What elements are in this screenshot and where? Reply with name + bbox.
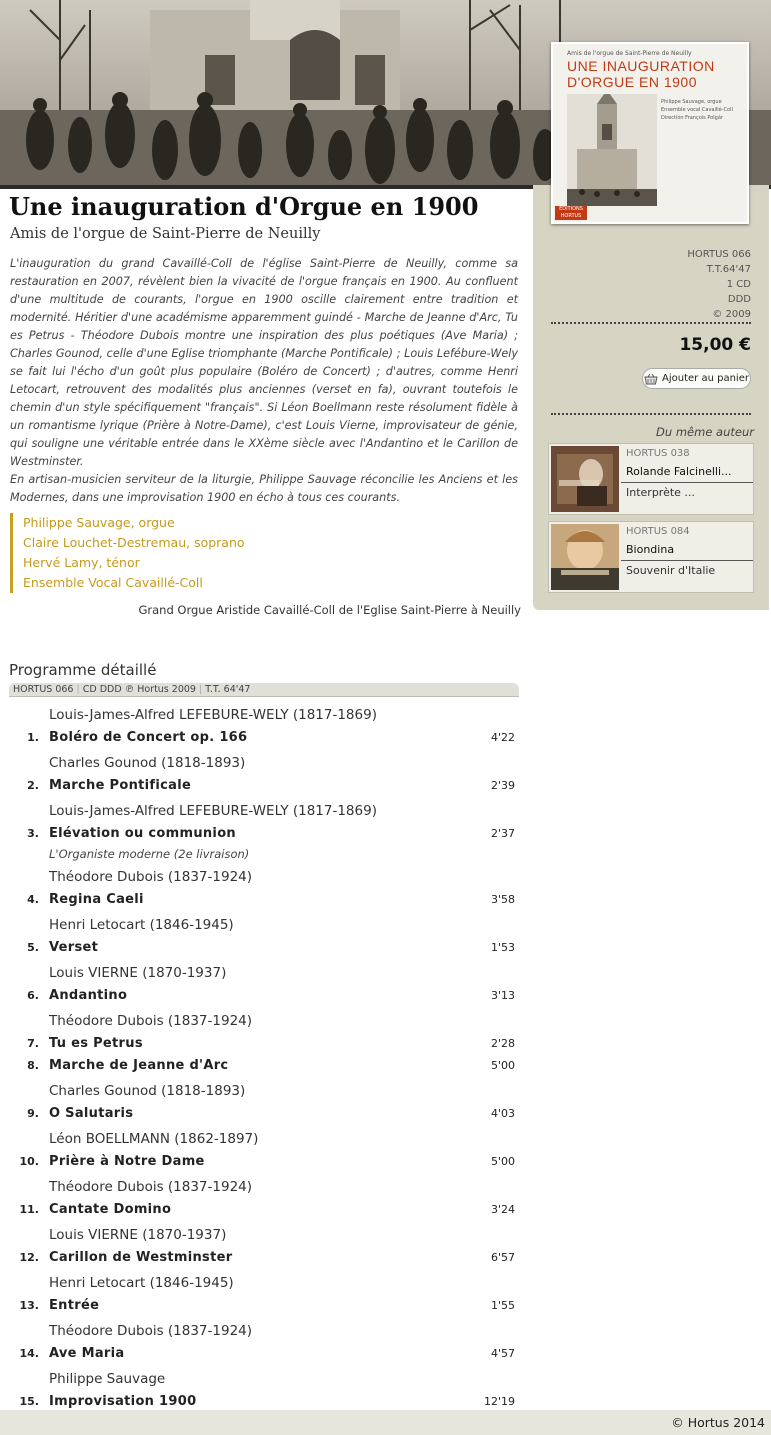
album-cover[interactable] <box>551 42 749 224</box>
description-paragraph: En artisan-musicien serviteur de la liturgie, Philippe Sauvage réconcilie les Anciens et les Modernes, dans une improvisation 1900 en écho à tous ces courants. <box>10 473 518 504</box>
track-list <box>9 705 519 1410</box>
cover-credit-line: Philippe Sauvage, orgue <box>661 99 722 105</box>
meta-format: 1 CD <box>726 279 751 290</box>
performer-item[interactable]: Hervé Lamy, ténor <box>23 555 140 570</box>
track-row[interactable] <box>9 937 519 959</box>
track-composer[interactable]: Philippe Sauvage <box>49 1371 166 1387</box>
track-row[interactable] <box>9 823 519 845</box>
related-album-divider <box>621 560 753 561</box>
track-item <box>9 801 519 867</box>
track-composer[interactable]: Charles Gounod (1818-1893) <box>49 755 246 771</box>
track-title[interactable]: Andantino <box>49 988 128 1003</box>
track-composer[interactable]: Louis-James-Alfred LEFEBURE-WELY (1817-1869) <box>49 707 377 723</box>
track-title[interactable]: Carillon de Westminster <box>49 1250 233 1265</box>
track-duration: 4'57 <box>490 1347 515 1360</box>
add-to-cart-label: Ajouter au panier <box>662 373 749 384</box>
track-title[interactable]: Ave Maria <box>49 1346 125 1361</box>
track-duration: 1'53 <box>490 941 515 954</box>
track-item <box>9 867 519 911</box>
cover-church-illustration <box>567 94 657 206</box>
track-duration: 2'37 <box>490 827 515 840</box>
track-row[interactable] <box>9 1151 519 1173</box>
track-composer[interactable]: Théodore Dubois (1837-1924) <box>49 1179 253 1195</box>
track-composer[interactable]: Louis VIERNE (1870-1937) <box>49 1227 227 1243</box>
track-row[interactable] <box>9 985 519 1007</box>
track-title[interactable]: Marche Pontificale <box>49 778 192 793</box>
track-duration: 1'55 <box>490 1299 515 1312</box>
performer-item[interactable]: Philippe Sauvage, orgue <box>23 515 175 530</box>
track-title[interactable]: Tu es Petrus <box>49 1036 143 1051</box>
track-row[interactable] <box>9 775 519 797</box>
track-row[interactable] <box>9 1033 519 1055</box>
track-composer[interactable]: Léon BOELLMANN (1862-1897) <box>49 1131 259 1147</box>
album-subtitle: Amis de l'orgue de Saint-Pierre de Neuilly <box>10 226 321 242</box>
meta-recording-type: DDD <box>727 294 751 305</box>
track-row[interactable] <box>9 1343 519 1365</box>
track-duration: 3'24 <box>490 1203 515 1216</box>
meta-catalog-number: HORTUS 066 <box>687 249 751 260</box>
track-composer[interactable]: Théodore Dubois (1837-1924) <box>49 869 253 885</box>
track-item <box>9 1129 519 1173</box>
related-album-thumbnail[interactable] <box>551 446 619 512</box>
track-number: 14. <box>19 1347 39 1360</box>
track-title[interactable]: Regina Caeli <box>49 892 144 907</box>
track-item <box>9 1081 519 1125</box>
description-paragraph: L'inauguration du grand Cavaillé-Coll de l'église Saint-Pierre de Neuilly, comme sa restauration en 2007, révèlent bien la vivacité de l'orgue français en 1900. Au confluent d'une multitude de courants, l'orgue en 1900 oscille clairement entre tradition et modernité. Héritier d'une académisme apparemment guindé - Marche de Jeanne d'Arc, Tu es Petrus - Théodore Dubois montre une inspiration des plus poétiques (Ave Maria) ; Charles Gounod, celle d'une Eglise triomphante (Marche Pontificale) ; Louis Lefébure-Wely se fait lui l'écho d'un goût plus populaire (Boléro de Concert) ; d'autres, comme Henri Letocart, retrouvent des modalités plus anciennes (verset en fa), ouvrant toutefois le chemin d'un style spécifiquement "français". Si Léon Boellmann reste résolument fidèle à un romantisme lyrique (Prière à Notre-Dame), c'est Louis Vierne, improvisateur de génie, qui souligne une véritable entrée dans le XXème siècle avec l'Andantino et le Carillon de Westminster. <box>10 257 518 468</box>
track-duration: 2'28 <box>490 1037 515 1050</box>
track-title[interactable]: Entrée <box>49 1298 100 1313</box>
performer-item[interactable]: Ensemble Vocal Cavaillé-Coll <box>23 575 203 590</box>
track-number: 12. <box>19 1251 39 1264</box>
track-duration: 12'19 <box>483 1395 515 1408</box>
track-composer[interactable]: Henri Letocart (1846-1945) <box>49 917 234 933</box>
track-duration: 4'22 <box>490 731 515 744</box>
track-item <box>9 1369 519 1410</box>
programme-format: CD DDD ℗ Hortus 2009 <box>82 684 196 695</box>
sidebar-divider <box>551 413 751 415</box>
cover-credit-line: Direction François Polgár <box>661 115 723 121</box>
album-meta <box>687 247 751 322</box>
related-album-title[interactable]: Biondina <box>626 543 675 556</box>
track-item <box>9 1273 519 1317</box>
track-row[interactable] <box>9 727 519 749</box>
footer-copyright: © Hortus 2014 <box>671 1415 765 1430</box>
track-row[interactable] <box>9 1103 519 1125</box>
track-title[interactable]: O Salutaris <box>49 1106 134 1121</box>
track-item <box>9 1011 519 1077</box>
related-album-card[interactable] <box>548 521 754 593</box>
track-item <box>9 915 519 959</box>
cover-credits <box>661 98 733 122</box>
track-composer[interactable]: Théodore Dubois (1837-1924) <box>49 1323 253 1339</box>
album-title: Une inauguration d'Orgue en 1900 <box>9 192 479 221</box>
track-number: 9. <box>27 1107 39 1120</box>
track-number: 3. <box>27 827 39 840</box>
track-duration: 6'57 <box>490 1251 515 1264</box>
cover-title <box>567 58 715 90</box>
track-number: 6. <box>27 989 39 1002</box>
cover-publisher-logo: ÉDITIONS HORTUS <box>555 206 587 220</box>
track-duration: 2'39 <box>490 779 515 792</box>
cover-top-line: Amis de l'orgue de Saint-Pierre de Neuilly <box>567 50 692 57</box>
performer-item[interactable]: Claire Louchet-Destremau, soprano <box>23 535 245 550</box>
track-composer[interactable]: Henri Letocart (1846-1945) <box>49 1275 234 1291</box>
track-title[interactable]: Cantate Domino <box>49 1202 172 1217</box>
track-number: 2. <box>27 779 39 792</box>
recording-venue: Grand Orgue Aristide Cavaillé-Coll de l'Eglise Saint-Pierre à Neuilly <box>138 603 521 617</box>
track-number: 10. <box>19 1155 39 1168</box>
related-album-role[interactable]: Interprète ... <box>626 486 695 499</box>
track-row[interactable] <box>9 1055 519 1077</box>
track-item <box>9 1177 519 1221</box>
track-item <box>9 753 519 797</box>
track-composer[interactable]: Louis VIERNE (1870-1937) <box>49 965 227 981</box>
programme-info-bar: HORTUS 066 | CD DDD ℗ Hortus 2009 | T.T. 64'47 <box>9 683 519 697</box>
related-album-divider <box>621 482 753 483</box>
track-item <box>9 963 519 1007</box>
track-composer[interactable]: Louis-James-Alfred LEFEBURE-WELY (1817-1869) <box>49 803 377 819</box>
performers-list <box>10 513 245 593</box>
track-number: 13. <box>19 1299 39 1312</box>
track-duration: 4'03 <box>490 1107 515 1120</box>
related-album-cover-illustration <box>551 446 619 512</box>
cover-title-line-2: D'ORGUE EN 1900 <box>567 74 697 90</box>
related-album-ref: HORTUS 084 <box>626 526 690 537</box>
price: 15,00 € <box>679 335 751 355</box>
related-album-thumbnail[interactable] <box>551 524 619 590</box>
track-number: 4. <box>27 893 39 906</box>
meta-total-time: T.T.64'47 <box>706 264 751 275</box>
track-row[interactable] <box>9 1199 519 1221</box>
track-number: 15. <box>19 1395 39 1408</box>
programme-heading: Programme détaillé <box>9 661 157 679</box>
track-item <box>9 1321 519 1365</box>
track-item <box>9 705 519 749</box>
related-album-role[interactable]: Souvenir d'Italie <box>626 564 716 577</box>
same-author-heading: Du même auteur <box>656 425 754 439</box>
track-number: 5. <box>27 941 39 954</box>
track-number: 8. <box>27 1059 39 1072</box>
track-title[interactable]: Prière à Notre Dame <box>49 1154 205 1169</box>
track-number: 11. <box>19 1203 39 1216</box>
track-row[interactable] <box>9 1295 519 1317</box>
cover-credit-line: Ensemble vocal Cavaillé-Coll <box>661 107 733 113</box>
related-album-title[interactable]: Rolande Falcinelli... <box>626 465 732 478</box>
sidebar-divider <box>551 322 751 324</box>
track-title[interactable]: Verset <box>49 940 99 955</box>
track-title[interactable]: Boléro de Concert op. 166 <box>49 730 248 745</box>
track-composer[interactable]: Charles Gounod (1818-1893) <box>49 1083 246 1099</box>
basket-icon <box>644 373 658 385</box>
track-row[interactable] <box>9 889 519 911</box>
track-row[interactable] <box>9 1247 519 1269</box>
cover-title-line-1: UNE INAUGURATION <box>567 58 715 74</box>
track-title[interactable]: Elévation ou communion <box>49 826 236 841</box>
programme-catalog: HORTUS 066 <box>13 684 74 695</box>
track-duration: 5'00 <box>490 1059 515 1072</box>
album-description <box>10 255 518 507</box>
track-duration: 3'13 <box>490 989 515 1002</box>
meta-copyright-year: © 2009 <box>712 309 751 320</box>
track-title[interactable]: Marche de Jeanne d'Arc <box>49 1058 229 1073</box>
track-composer[interactable]: Théodore Dubois (1837-1924) <box>49 1013 253 1029</box>
track-duration: 5'00 <box>490 1155 515 1168</box>
track-duration: 3'58 <box>490 893 515 906</box>
related-album-card[interactable] <box>548 443 754 515</box>
track-row[interactable] <box>9 1391 519 1410</box>
track-item <box>9 1225 519 1269</box>
track-note: L'Organiste moderne (2e livraison) <box>49 847 250 861</box>
add-to-cart-button[interactable] <box>642 368 751 389</box>
track-title[interactable]: Improvisation 1900 <box>49 1394 197 1409</box>
related-album-ref: HORTUS 038 <box>626 448 690 459</box>
programme-total-time: T.T. 64'47 <box>205 684 251 695</box>
related-album-cover-illustration <box>551 524 619 590</box>
track-number: 1. <box>27 731 39 744</box>
track-number: 7. <box>27 1037 39 1050</box>
